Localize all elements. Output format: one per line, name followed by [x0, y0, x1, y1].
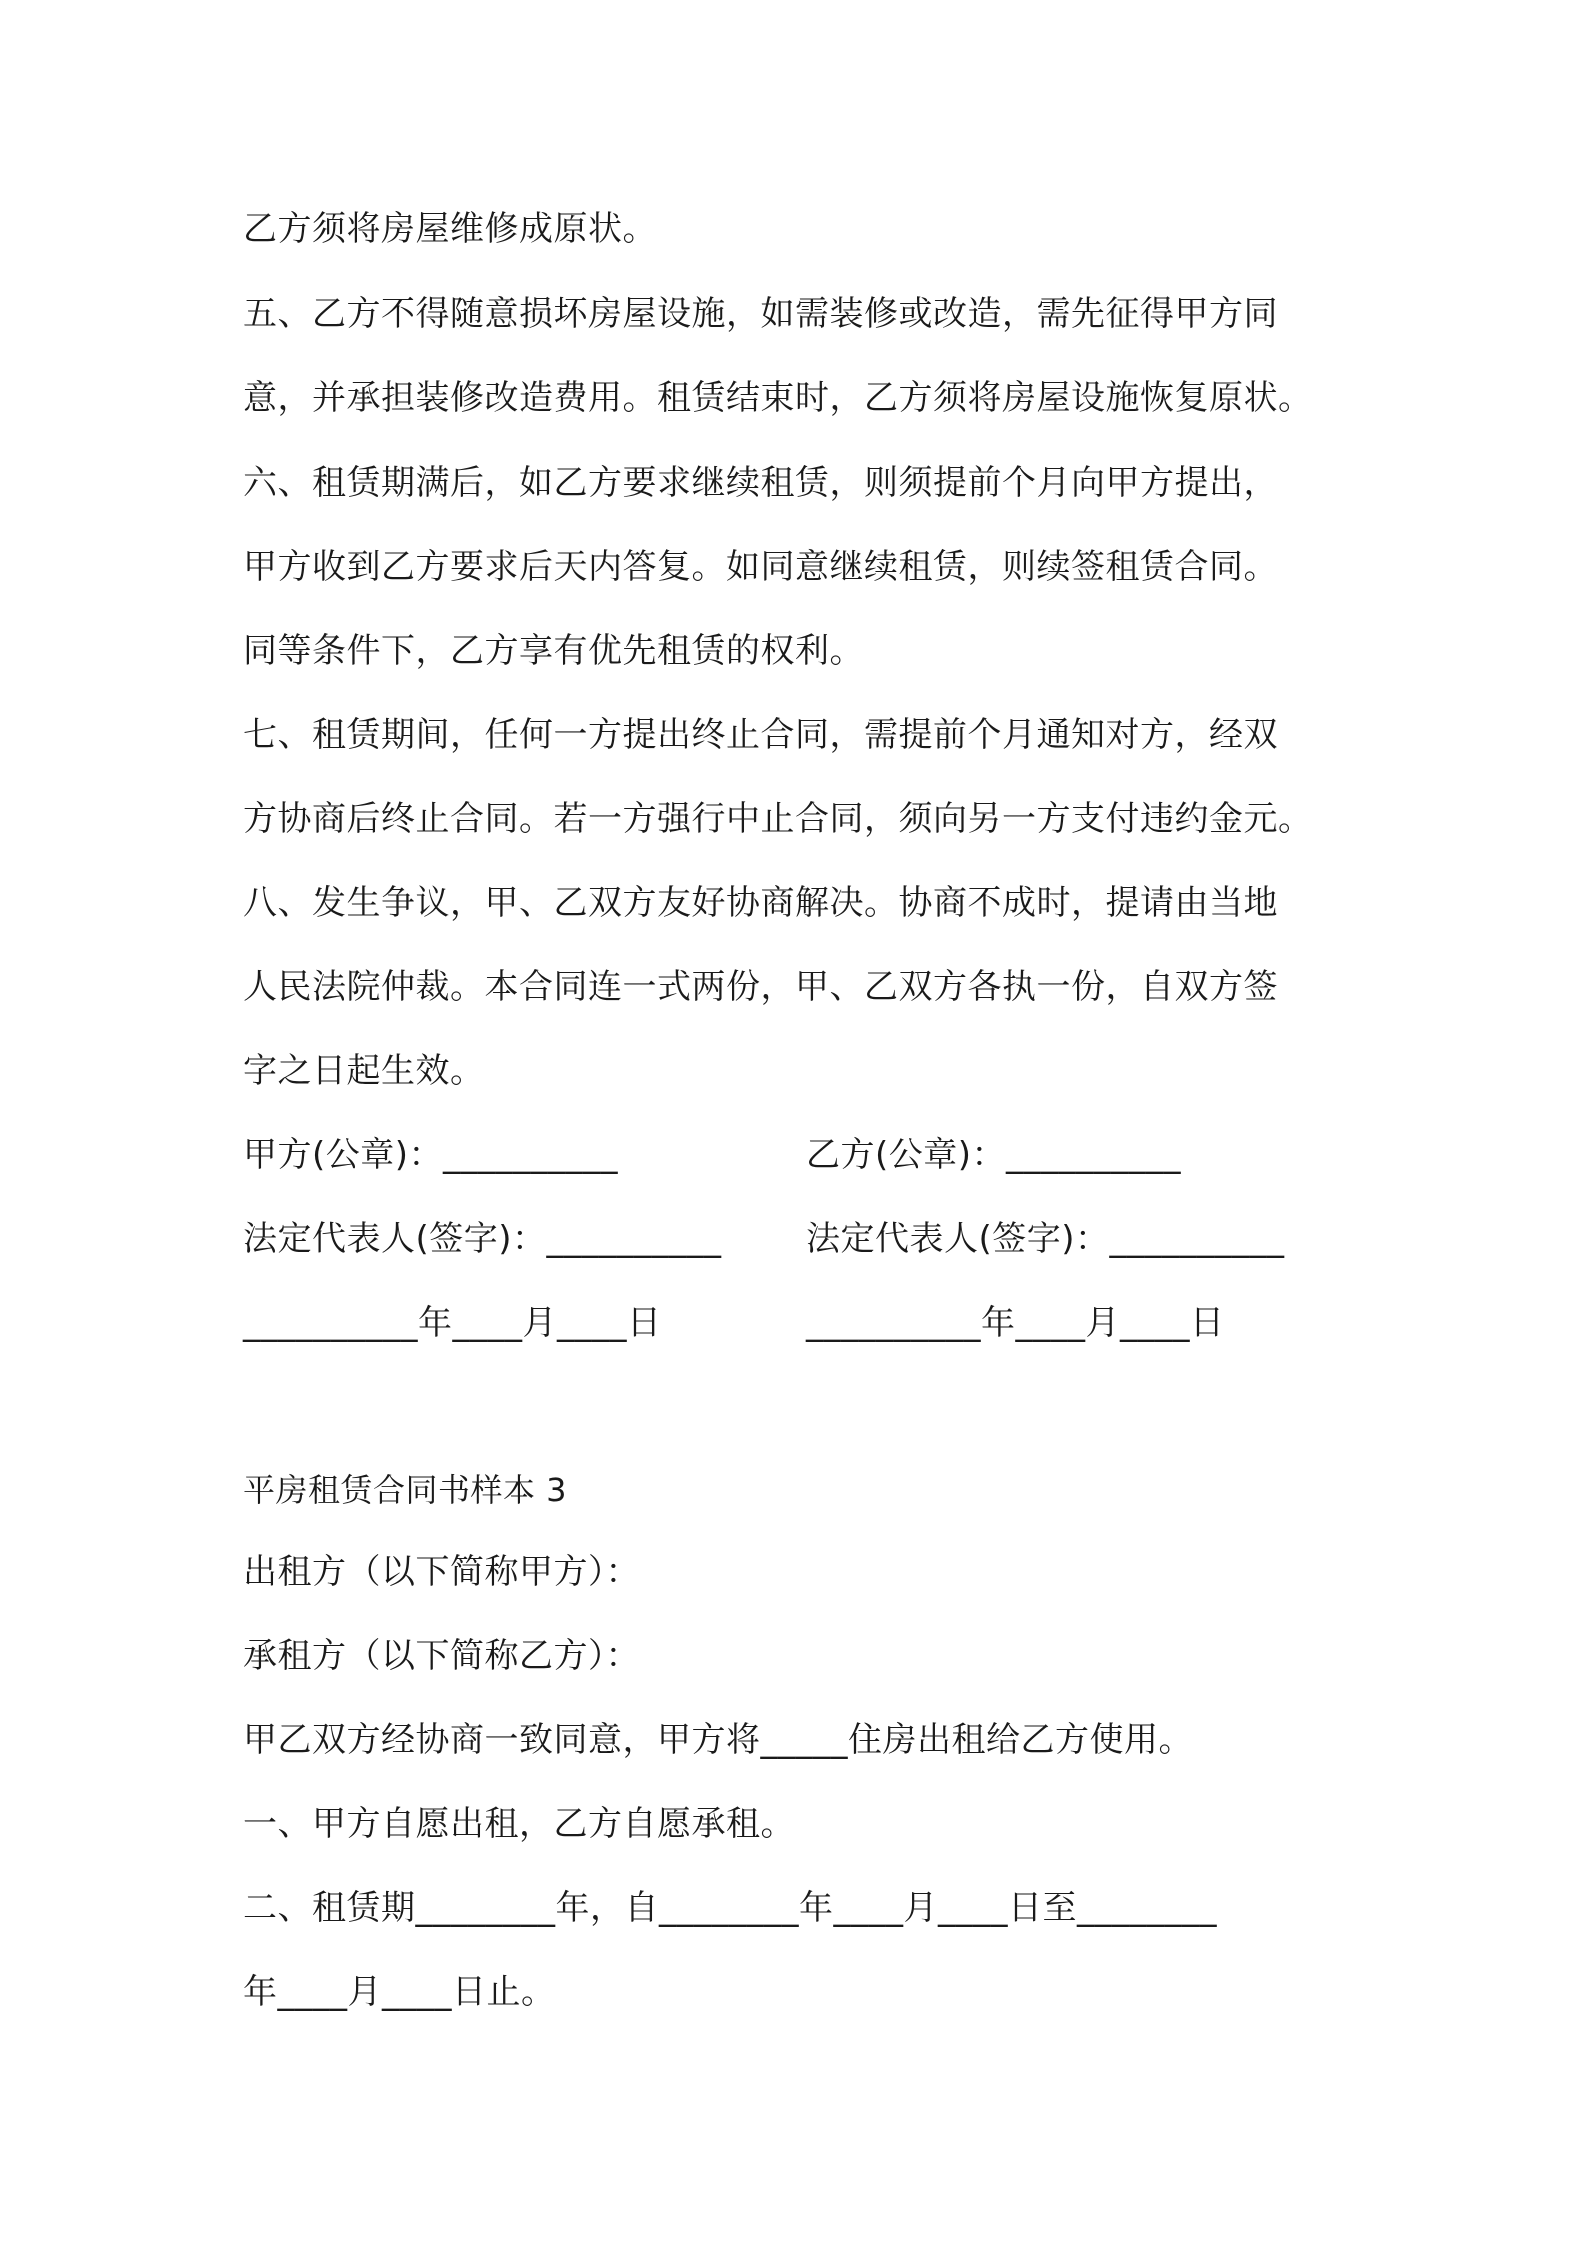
- lessor-line: 出租方（以下简称甲方）：: [243, 1552, 640, 1592]
- clause-6-line-3: 同等条件下，乙方享有优先租赁的权利。: [243, 631, 864, 671]
- clause-2-line-1: 二、租赁期________年，自________年____月____日至________: [243, 1888, 1217, 1928]
- party-b-date-field: __________年____月____日: [806, 1303, 1225, 1343]
- clause-7-line-1: 七、租赁期间，任何一方提出终止合同，需提前个月通知对方，经双: [243, 715, 1278, 755]
- clause-1-line: 一、甲方自愿出租，乙方自愿承租。: [243, 1804, 795, 1844]
- party-a-representative-field: 法定代表人(签字)：__________: [243, 1219, 722, 1259]
- section-title: 平房租赁合同书样本 3: [243, 1471, 568, 1509]
- lessee-line: 承租方（以下简称乙方）：: [243, 1636, 640, 1676]
- clause-8-line-2: 人民法院仲裁。本合同连一式两份，甲、乙双方各执一份，自双方签: [243, 967, 1278, 1007]
- agreement-line: 甲乙双方经协商一致同意，甲方将_____住房出租给乙方使用。: [243, 1720, 1193, 1760]
- clause-5-line-1: 五、乙方不得随意损坏房屋设施，如需装修或改造，需先征得甲方同: [243, 294, 1278, 334]
- party-b-seal-field: 乙方(公章)：__________: [806, 1135, 1182, 1175]
- party-a-date-field: __________年____月____日: [243, 1303, 662, 1343]
- clause-8-line-1: 八、发生争议，甲、乙双方友好协商解决。协商不成时，提请由当地: [243, 883, 1278, 923]
- clause-2-line-2: 年____月____日止。: [243, 1972, 556, 2012]
- party-a-seal-field: 甲方(公章)：__________: [243, 1135, 619, 1175]
- clause-6-line-2: 甲方收到乙方要求后天内答复。如同意继续租赁，则续签租赁合同。: [243, 547, 1278, 587]
- party-b-representative-field: 法定代表人(签字)：__________: [806, 1219, 1285, 1259]
- clause-6-line-1: 六、租赁期满后，如乙方要求继续租赁，则须提前个月向甲方提出，: [243, 463, 1278, 503]
- clause-8-line-3: 字之日起生效。: [243, 1051, 485, 1091]
- clause-5-line-2: 意，并承担装修改造费用。租赁结束时，乙方须将房屋设施恢复原状。: [243, 378, 1313, 418]
- clause-text-line: 乙方须将房屋维修成原状。: [243, 209, 657, 249]
- clause-7-line-2: 方协商后终止合同。若一方强行中止合同，须向另一方支付违约金元。: [243, 799, 1313, 839]
